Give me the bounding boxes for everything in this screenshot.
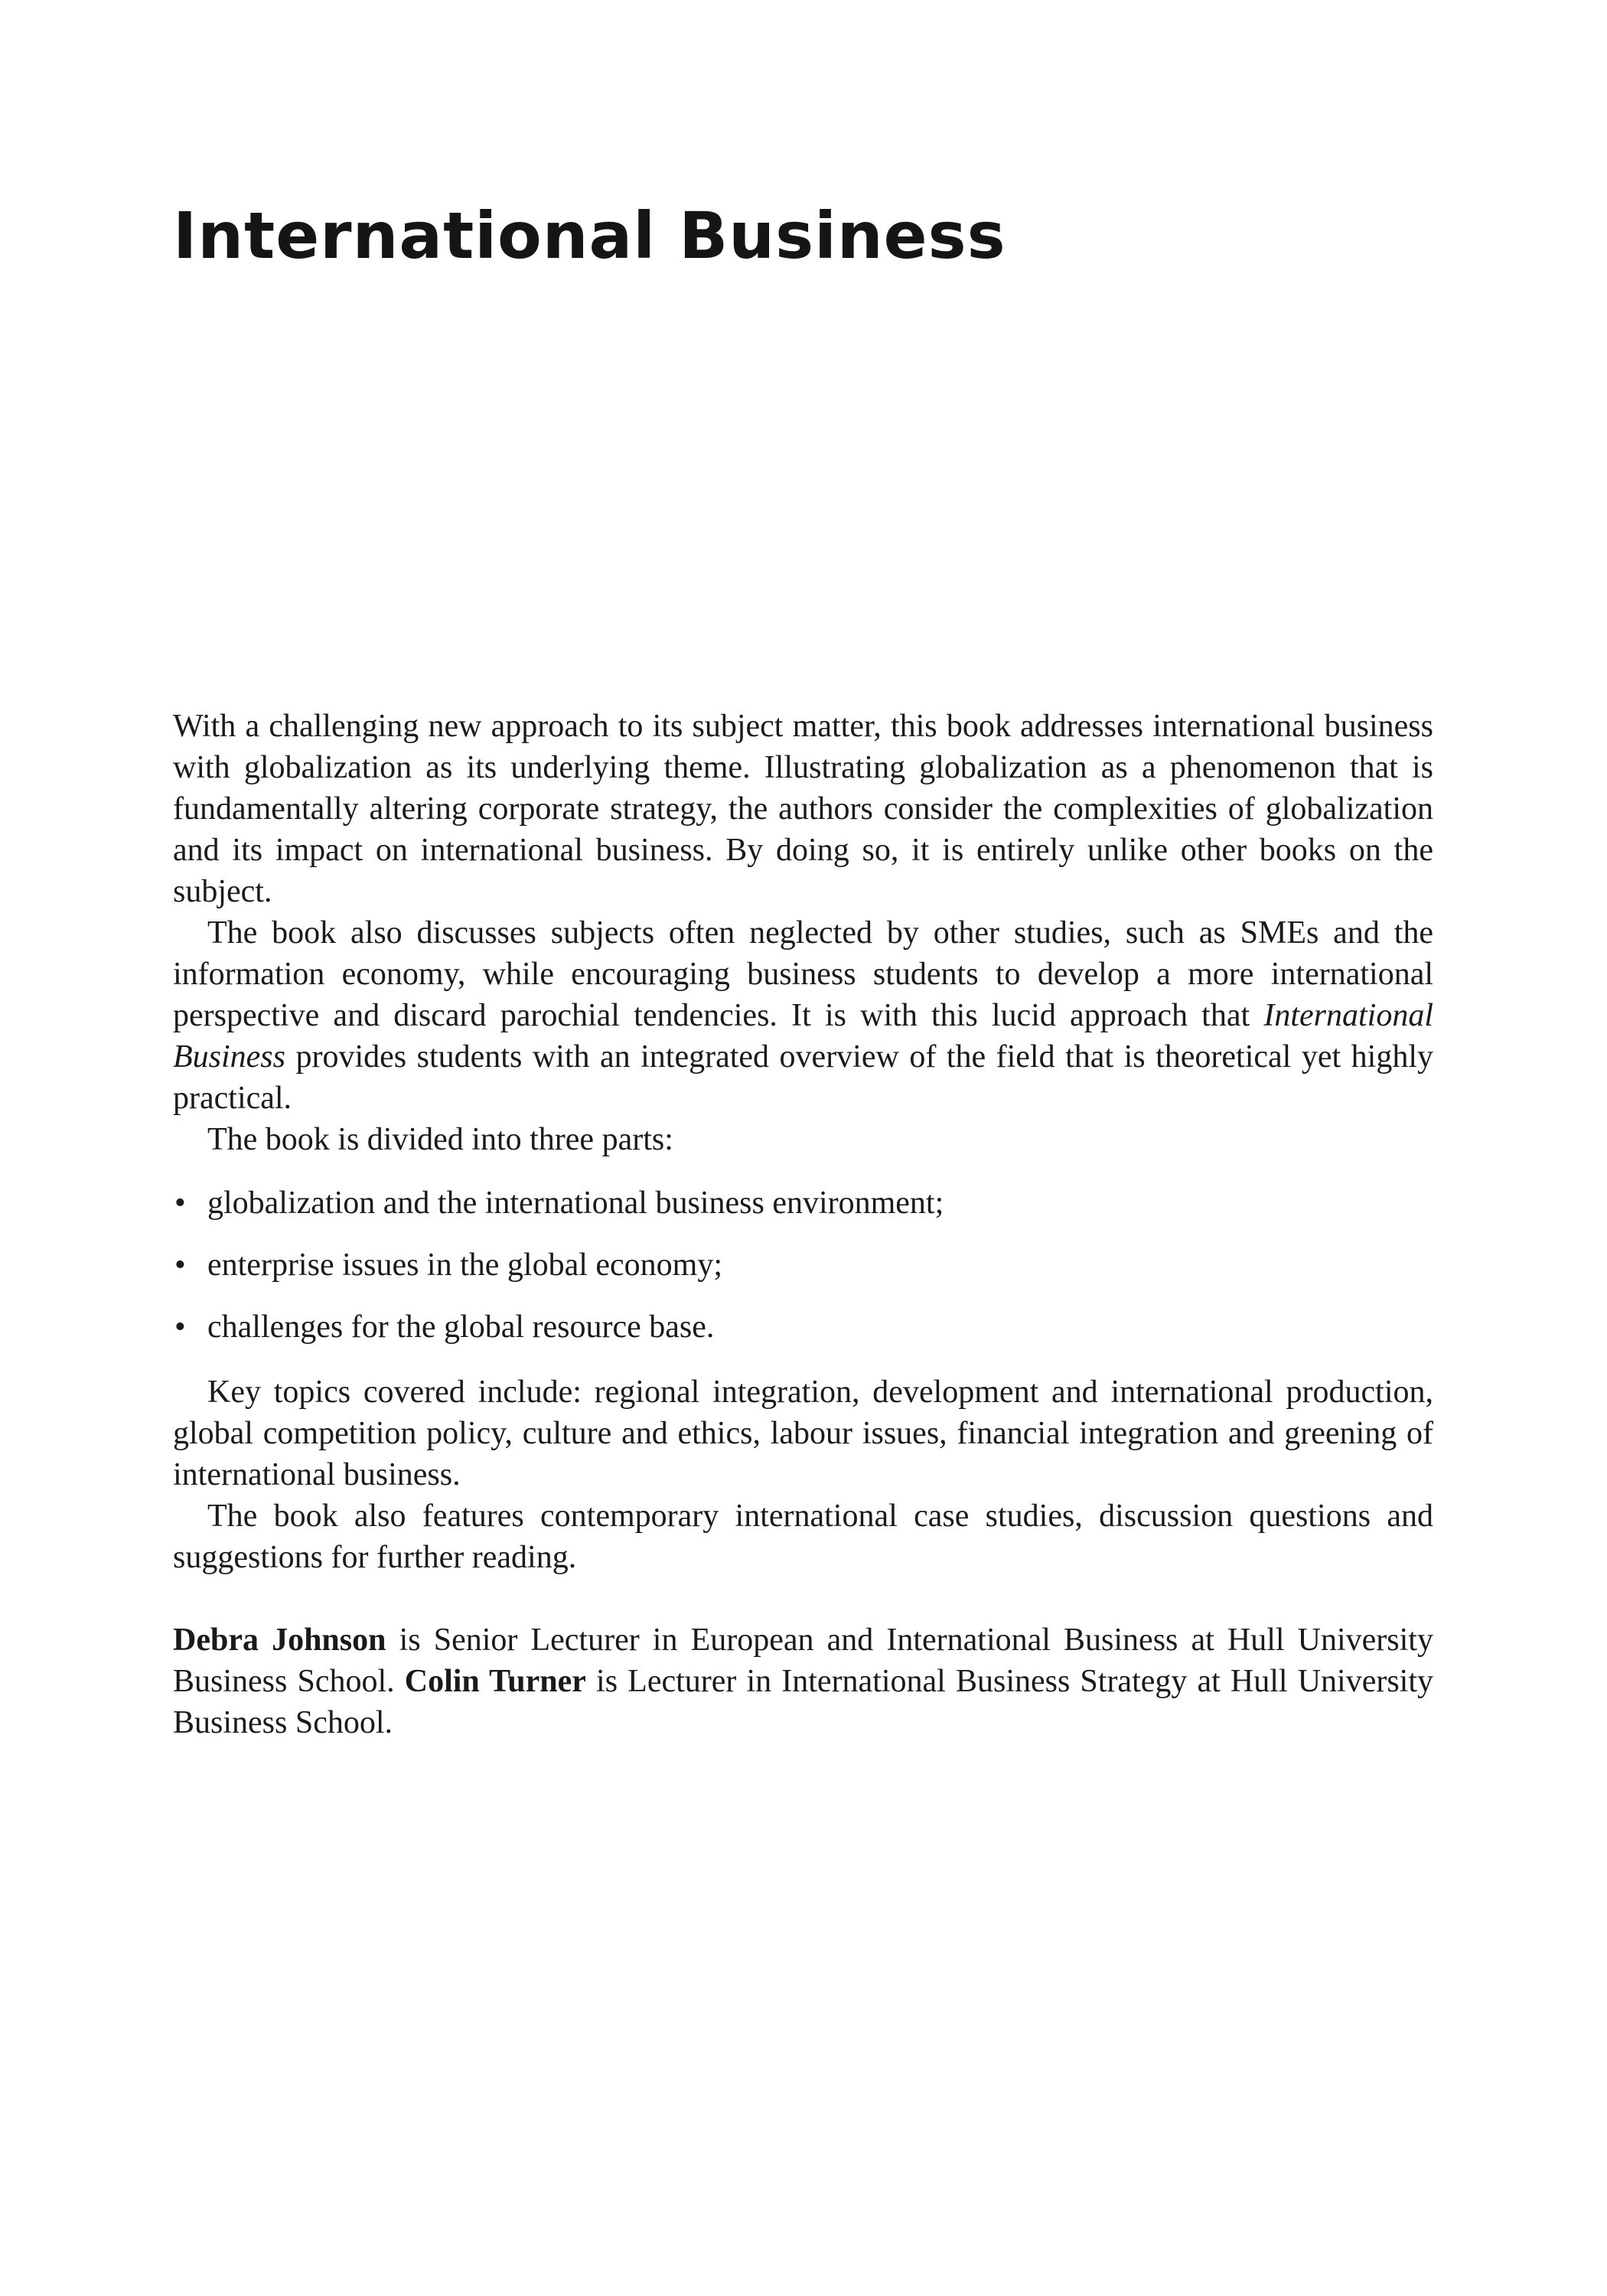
list-item [173,1244,1433,1286]
topics-paragraph-1: Key topics covered include: regional integration, development and international production, global competition policy, culture and ethics, labour issues, financial integration and greening of international business. [173,1375,1433,1492]
intro-paragraph-2-text-a: The book also discusses subjects often neglected by other studies, such as SMEs and the information economy, while encouraging business students to develop a more international perspective and discard parochial tendencies. It is with this lucid approach that [173,915,1433,1033]
author-bio-paragraph [173,1619,1433,1743]
list-item-text: enterprise issues in the global economy; [207,1247,723,1283]
list-item [173,1182,1433,1224]
page-title: International Business [173,198,1006,273]
topics-paragraph-2: The book also features contemporary international case studies, discussion questions and suggestions for further reading. [173,1499,1433,1575]
list-item [173,1306,1433,1348]
bullet-icon: • [174,1186,186,1221]
description-body [173,706,1433,1743]
intro-paragraph-2-text-b: provides students with an integrated overview of the field that is theoretical yet highly practical. [173,1039,1433,1116]
list-item-text: challenges for the global resource base. [207,1309,715,1345]
parts-list [173,1182,1433,1348]
book-title-italic: International Business [173,998,1433,1075]
list-item-text: globalization and the international business environment; [207,1186,944,1221]
author-name-1: Debra Johnson [173,1623,386,1658]
intro-paragraph-1: With a challenging new approach to its subject matter, this book addresses international business with globalization as its underlying theme. Illustrating globalization as a phenomenon that is fundamentally altering corporate strategy, the authors consider the complexities of globalization and its impact on international business. By doing so, it is entirely unlike other books on the subject. [173,709,1433,909]
author-bio-1: is Senior Lecturer in European and International Business at Hull University Business School. [173,1623,1433,1699]
bullet-icon: • [174,1247,186,1283]
intro-paragraph-3: The book is divided into three parts: [207,1122,673,1157]
bullet-icon: • [174,1309,186,1345]
intro-paragraph-2 [173,912,1433,1119]
author-bio-2: is Lecturer in International Business Strategy at Hull University Business School. [173,1664,1434,1740]
author-name-2: Colin Turner [404,1664,586,1699]
